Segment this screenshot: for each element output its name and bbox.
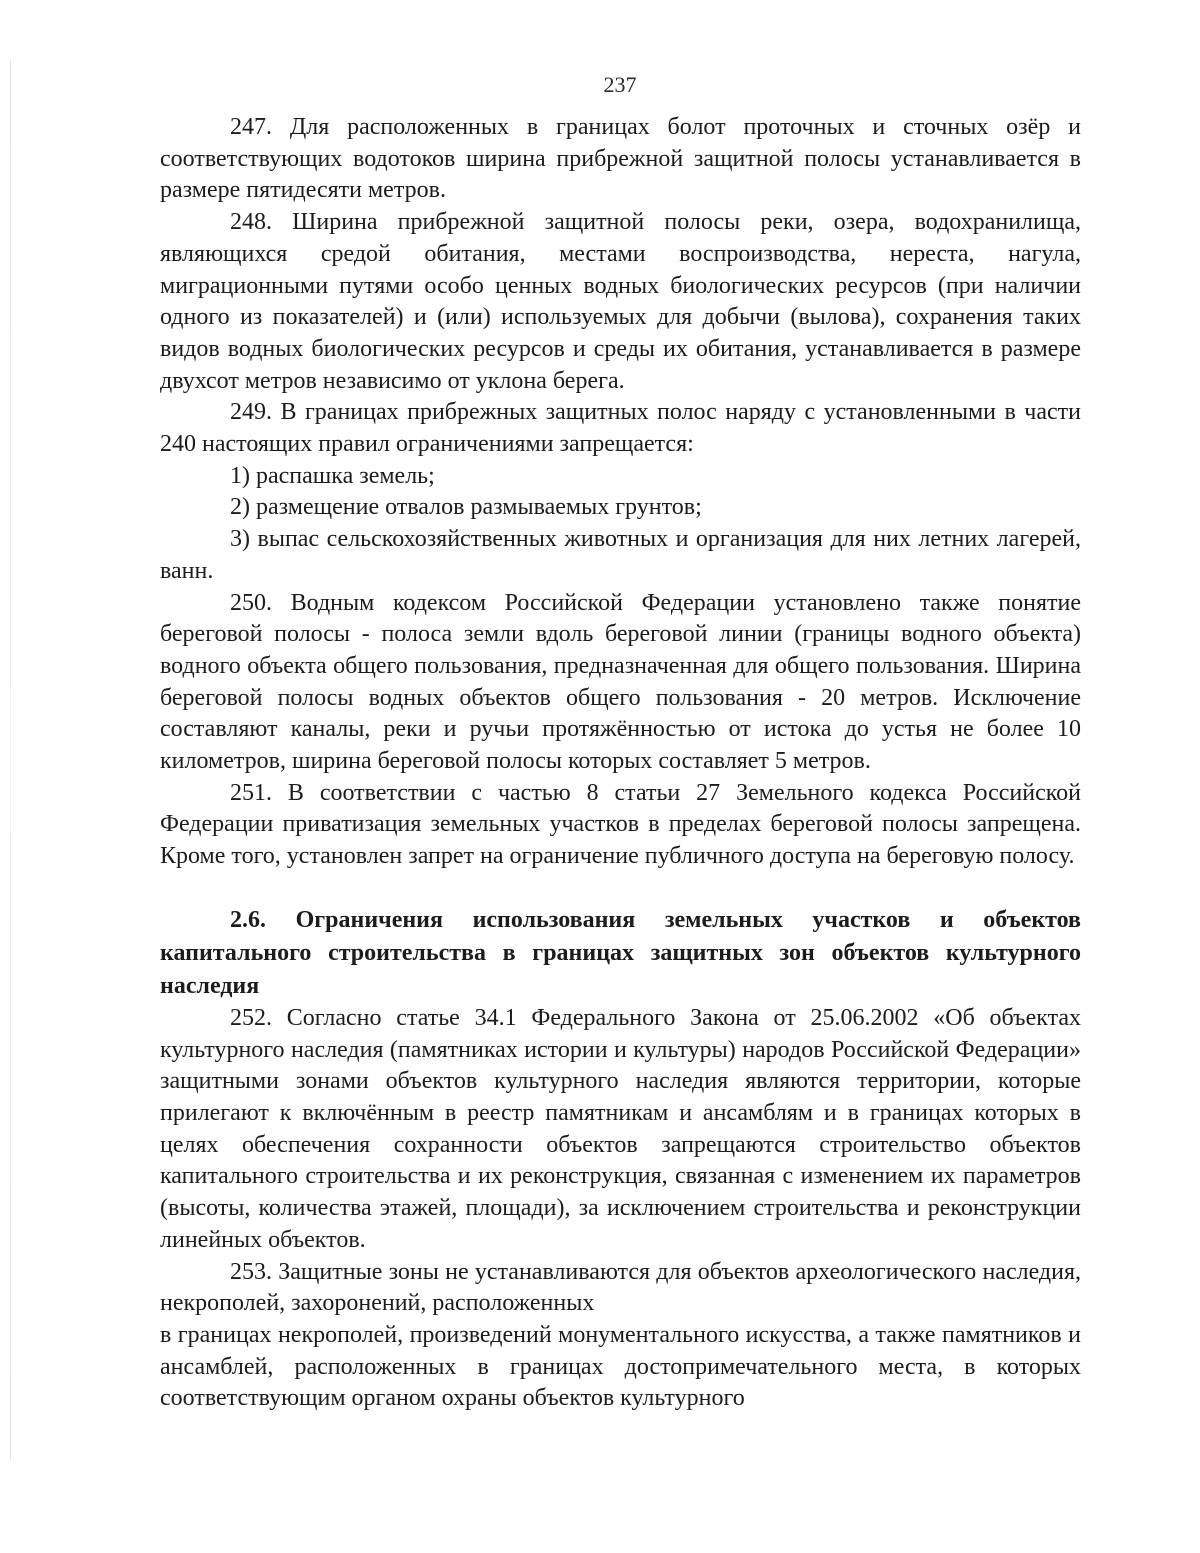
list-item-3: 3) выпас сельскохозяйственных животных и организация для них летних лагерей, ванн. [160,526,1081,584]
page-number: 237 [603,72,637,97]
paragraph-249: 249. В границах прибрежных защитных полос наряду с установленными в части 240 настоящих правил ограничениями запрещается: [160,399,1081,458]
paragraph-252: 252. Согласно статье 34.1 Федерального Закона от 25.06.2002 «Об объектах культурного наследия (памятниках истории и культуры) народов Российской Федерации» защитными зонами объектов культурного наследия являются территории, которые прилегают к включённым в реестр памятникам и ансамблям и в границах которых в целях обеспечения сохранности объектов запрещаются строительство объектов капитального строительства и их реконструкция, связанная с изменением их параметров (высоты, количества этажей, площади), за исключением строительства и реконструкции линейных объектов. [160,1004,1081,1253]
paragraph-247: 247. Для расположенных в границах болот проточных и сточных озёр и соответствующих водотоков ширина прибрежной защитной полосы устанавливается в размере пятидесяти метров. [160,114,1081,204]
document-body [160,112,1081,1415]
paragraph-250: 250. Водным кодексом Российской Федерации установлено также понятие береговой полосы - полоса земли вдоль береговой линии (границы водного объекта) водного объекта общего пользования, предназначенная для общего пользования. Ширина береговой полосы водных объектов общего пользования - 20 метров. Исключение составляют каналы, реки и ручьи протяжённостью от истока до устья не более 10 километров, ширина береговой полосы которых составляет 5 метров. [160,589,1081,775]
paragraph-253-continuation: в границах некрополей, произведений монументального искусства, а также памятников и ансамблей, расположенных в границах достопримечательного места, в которых соответствующим органом охраны объектов культурного [160,1321,1081,1412]
list-item-1: 1) распашка земель; [230,462,435,489]
paragraph-248: 248. Ширина прибрежной защитной полосы реки, озера, водохранилища, являющихся средой обитания, местами воспроизводства, нереста, нагула, миграционными путями особо ценных водных биологических ресурсов (при наличии одного из показателей) и (или) используемых для добычи (вылова), сохранения таких видов водных биологических ресурсов и среды их обитания, устанавливается в размере двухсот метров независимо от уклона берега. [160,209,1081,394]
scan-edge-line [10,60,11,1460]
paragraph-253-start: 253. Защитные зоны не устанавливаются для объектов археологического наследия, некрополей, захоронений, расположенных [160,1258,1081,1317]
paragraph-251: 251. В соответствии с частью 8 статьи 27 Земельного кодекса Российской Федерации приватизация земельных участков в пределах береговой полосы запрещена. Кроме того, установлен запрет на ограничение публичного доступа на береговую полосу. [160,779,1081,870]
section-heading-2-6: 2.6. Ограничения использования земельных участков и объектов капитального строительства в границах защитных зон объектов культурного наследия [160,906,1081,999]
list-item-2: 2) размещение отвалов размываемых грунтов; [230,494,702,521]
